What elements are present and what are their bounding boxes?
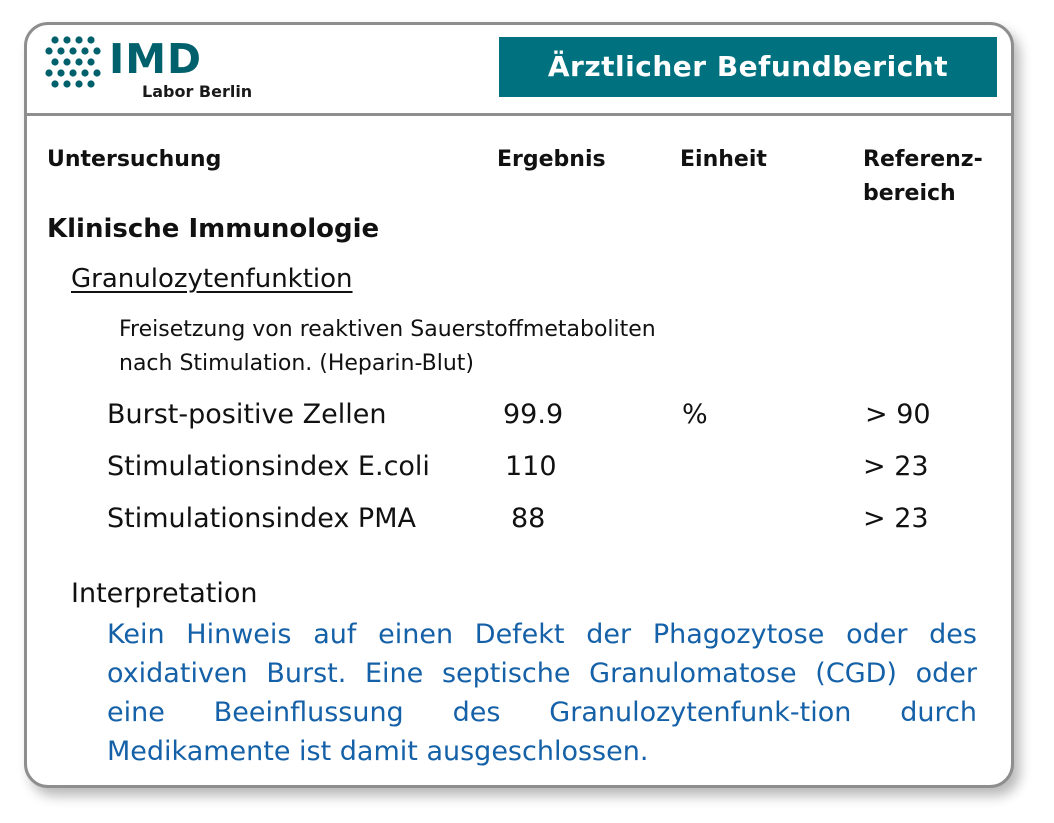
result-reference: > 90 bbox=[865, 399, 931, 430]
imd-logo-icon bbox=[45, 36, 101, 96]
logo-subtitle: Labor Berlin bbox=[142, 82, 253, 101]
column-header-test: Untersuchung bbox=[47, 147, 222, 172]
result-test-name: Stimulationsindex E.coli bbox=[107, 451, 430, 482]
subsection-title: Granulozytenfunktion bbox=[71, 264, 353, 294]
result-test-name: Stimulationsindex PMA bbox=[107, 503, 416, 534]
result-reference: > 23 bbox=[863, 503, 929, 534]
result-reference: > 23 bbox=[863, 451, 929, 482]
result-value: 110 bbox=[505, 451, 557, 482]
result-value: 99.9 bbox=[503, 399, 564, 430]
report-title: Ärztlicher Befundbericht bbox=[499, 37, 997, 97]
method-description bbox=[119, 313, 839, 381]
report-card bbox=[24, 22, 1014, 788]
result-row bbox=[27, 389, 1011, 441]
column-header-reference bbox=[863, 143, 983, 211]
method-line-1: Freisetzung von reaktiven Sauerstoffmetaboliten bbox=[119, 317, 656, 342]
interpretation-label: Interpretation bbox=[71, 578, 258, 609]
result-value: 88 bbox=[511, 503, 546, 534]
header-divider bbox=[27, 113, 1011, 116]
column-header-reference-line1: Referenz- bbox=[863, 147, 983, 172]
interpretation-text: Kein Hinweis auf einen Defekt der Phagozytose oder des oxidativen Burst. Eine septische Granulomatose (CGD) oder eine Beeinflussung des Granulozytenfunk-tion durch Medikamente ist damit ausgeschlossen. bbox=[107, 619, 977, 767]
column-header-result: Ergebnis bbox=[497, 147, 606, 172]
logo-name: IMD bbox=[109, 35, 203, 83]
result-unit: % bbox=[682, 399, 708, 430]
section-title: Klinische Immunologie bbox=[47, 214, 380, 244]
result-row bbox=[27, 493, 1011, 545]
result-test-name: Burst-positive Zellen bbox=[107, 399, 387, 430]
column-header-unit: Einheit bbox=[680, 147, 767, 172]
method-line-2: nach Stimulation. (Heparin-Blut) bbox=[119, 351, 474, 376]
result-row bbox=[27, 441, 1011, 493]
column-header-reference-line2: bereich bbox=[863, 181, 956, 206]
